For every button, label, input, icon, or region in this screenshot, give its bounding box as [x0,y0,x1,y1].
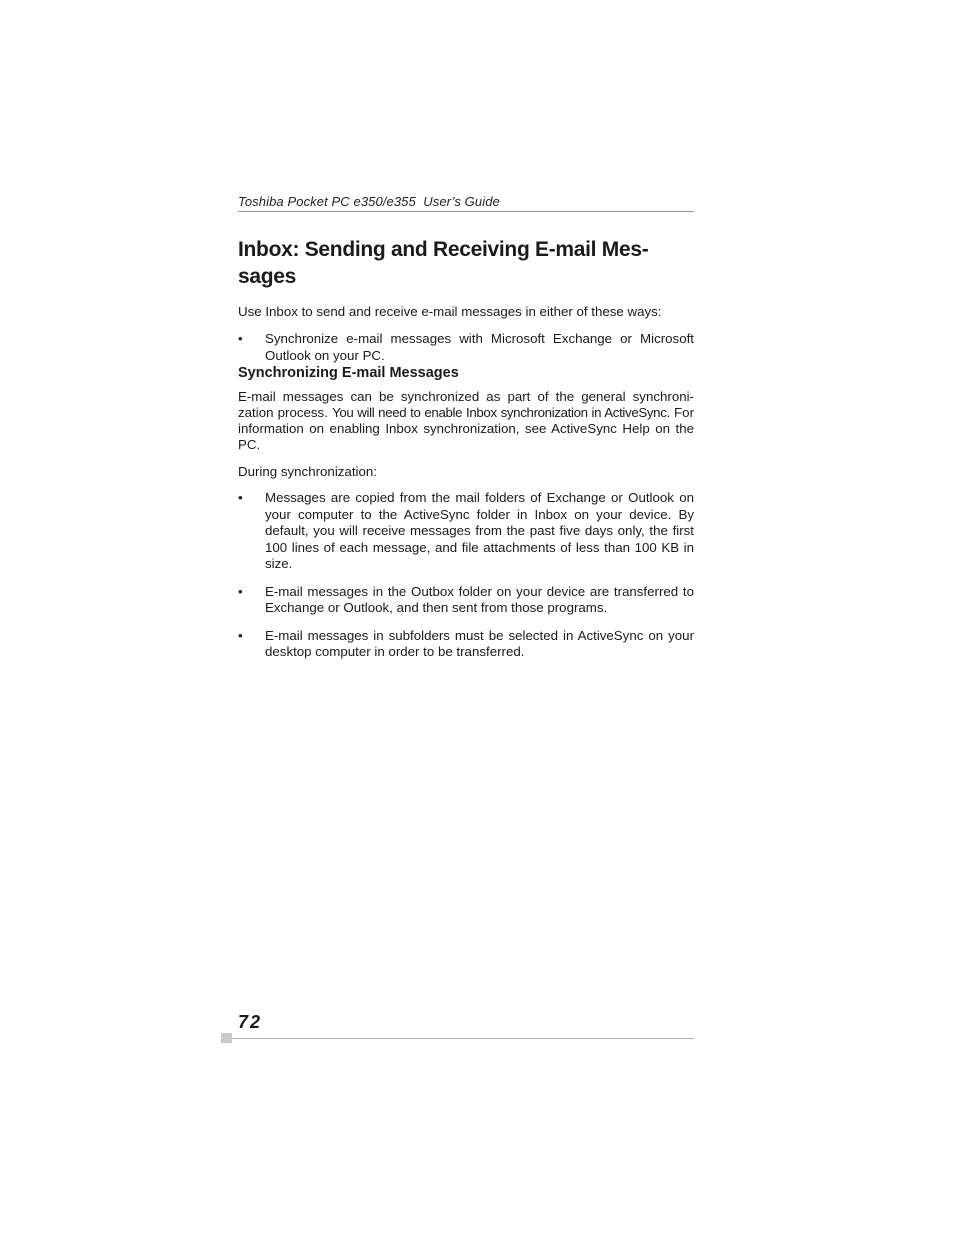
sync-paragraph [238,389,694,453]
list-item [238,628,694,661]
intro-paragraph: Use Inbox to send and receive e-mail messages in either of these ways: [238,304,662,319]
bullet-icon: • [238,331,243,346]
sync-paragraph-part: E-mail messages can be synchronized as part of the general synchroni-zation process. [238,389,694,420]
subsection-title: Synchronizing E-mail Messages [238,365,459,381]
bullet-icon: • [238,583,243,599]
bullet-icon: • [238,627,243,643]
footer-rule [232,1038,694,1039]
section-title: Inbox: Sending and Receiving E-mail Mes- sages [238,238,649,288]
list-item [238,331,694,364]
list-item-text: Messages are copied from the mail folders of Exchange or Outlook on your computer to the ActiveSync folder in Inbox on your device. By default, you will receive messages from the past five days only, the first 100 lines of each message, and file attachments of less than 100 KB in size. [265,490,694,571]
footer-marker [221,1033,232,1043]
sync-points-list [238,490,694,661]
bullet-icon: • [238,490,243,505]
running-header: Toshiba Pocket PC e350/e355 User’s Guide [238,194,500,209]
header-rule [238,211,694,212]
page-content [238,236,694,672]
list-item [238,490,694,573]
list-item-text: Synchronize e-mail messages with Microsoft Exchange or Microsoft Outlook on your PC. [265,331,694,363]
sync-paragraph-part: You will need to enable Inbox synchronization in ActiveSync. [332,405,670,420]
sync-paragraph-part: For information on enabling Inbox synchronization, see ActiveSync Help on the PC. [238,405,694,452]
ways-list [238,331,694,364]
list-item [238,584,694,617]
during-label: During synchronization: [238,464,377,479]
list-item-text: E-mail messages in the Outbox folder on your device are transferred to Exchange or Outlook, and then sent from those programs. [265,583,694,615]
page-number: 72 [238,1012,263,1032]
list-item-text: E-mail messages in subfolders must be selected in ActiveSync on your desktop computer in order to be transferred. [265,627,694,659]
